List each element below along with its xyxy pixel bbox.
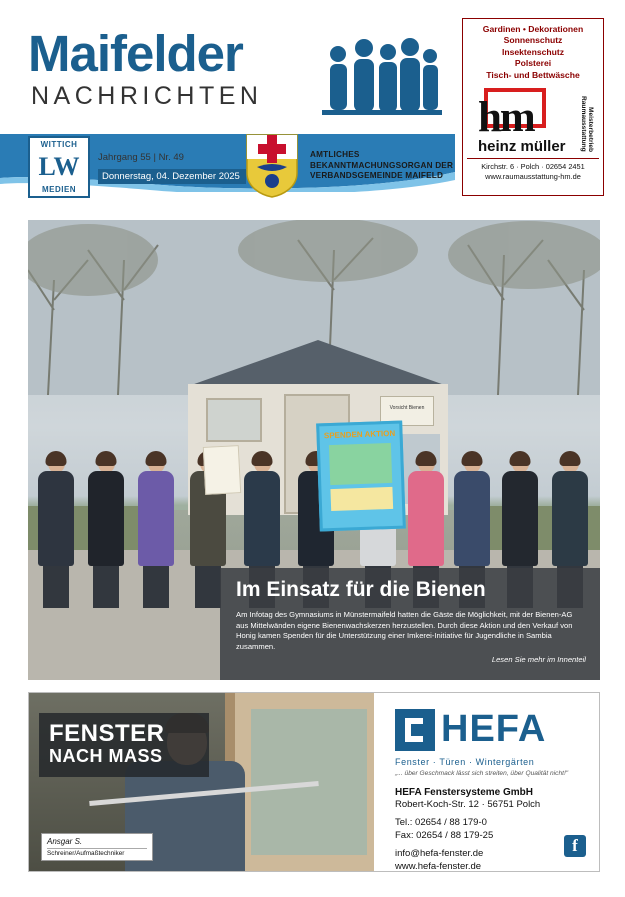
hefa-tel: Tel.: 02654 / 88 179-0	[395, 817, 487, 828]
ad-service-1: Gardinen • Dekorationen	[482, 24, 584, 34]
publisher-logo	[28, 136, 90, 198]
ad-person-role: Schreiner/Aufmaßtechniker	[47, 848, 147, 857]
hut-warning-sign: Vorsicht Bienen	[380, 396, 434, 426]
facebook-icon[interactable]: f	[564, 835, 586, 857]
hut-window	[206, 398, 262, 442]
person-body	[38, 471, 74, 566]
official-organ-text: AMTLICHES BEKANNTMACHUNGSORGAN DER VERBANDSGEMEINDE MAIFELD	[310, 150, 454, 180]
masthead-subtitle: NACHRICHTEN	[31, 82, 263, 110]
ad-service-5: Tisch- und Bettwäsche	[486, 69, 580, 80]
hefa-email[interactable]: info@hefa-fenster.de	[395, 848, 484, 860]
person-body	[408, 471, 444, 566]
ad-photo	[29, 693, 374, 871]
person-hair	[416, 451, 437, 466]
photo-donation-poster	[316, 421, 406, 532]
publisher-name-bottom: MEDIEN	[41, 185, 77, 194]
advertisement-hefa[interactable]	[28, 692, 600, 872]
ad-service-3: Insektenschutz	[501, 46, 565, 57]
coat-of-arms-icon	[243, 133, 301, 199]
person-hair	[146, 451, 167, 466]
person-hair	[462, 451, 483, 466]
ad-headline-line1: FENSTER	[49, 720, 165, 747]
person-body	[88, 471, 124, 566]
publisher-name-top: WITTICH	[40, 140, 78, 149]
person-hair	[96, 451, 117, 466]
ad-website[interactable]: www.raumausstattung-hm.de	[485, 171, 581, 181]
hefa-company-name: HEFA Fenstersysteme GmbH	[395, 787, 534, 798]
lead-story-photo	[28, 220, 600, 680]
person-body	[454, 471, 490, 566]
person-body	[502, 471, 538, 566]
ad-logo-letters: hm	[478, 94, 534, 142]
person-hair	[560, 451, 581, 466]
lead-story-body: Am Infotag des Gymnasiums in Münstermaifeld hatten die Gäste die Möglichkeit, mit der Bienen-AG aus Mittelwänden eigene Bienenwachskerzen herzustellen. Durch diese Aktion und den Verkauf von Honig kamen Spenden für die Unterstützung einer Imkerei-Initiative für Jugendliche in Sambia zusammen.	[236, 610, 573, 651]
ad-vertical-text: Meisterbetrieb Raumausstattung	[580, 96, 594, 153]
hefa-online	[395, 848, 588, 872]
publisher-initials: LW	[38, 152, 80, 181]
lead-story-caption	[220, 568, 600, 680]
photo-person	[86, 454, 126, 608]
ad-service-list	[463, 19, 603, 81]
poster-title: SPENDEN AKTION	[323, 428, 396, 441]
issue-number: Jahrgang 55 | Nr. 49	[98, 152, 184, 163]
hefa-website[interactable]: www.hefa-fenster.de	[395, 860, 482, 872]
person-hair	[510, 451, 531, 466]
hefa-fax: Fax: 02654 / 88 179-25	[395, 829, 494, 841]
people-silhouette-icon	[322, 38, 442, 128]
ad-headline-line2: NACH MASS	[49, 746, 163, 766]
hefa-quote: „... über Geschmack lässt sich streiten, über Qualität nicht!"	[395, 770, 569, 777]
ad-service-4: Polsterei	[514, 58, 552, 69]
person-hair	[46, 451, 67, 466]
lead-story-headline: Im Einsatz für die Bienen	[236, 578, 486, 601]
ad-company-name: heinz müller	[478, 138, 566, 156]
person-legs	[195, 566, 221, 608]
hefa-contact	[395, 817, 588, 842]
photo-person	[36, 454, 76, 608]
masthead-title-block	[28, 25, 263, 111]
hefa-logo	[389, 709, 588, 755]
hut-roof	[164, 340, 472, 386]
lead-story-more-link[interactable]: Lesen Sie mehr im Innenteil	[491, 655, 586, 665]
ad-person-card	[41, 833, 153, 861]
ad-address: Kirchstr. 6 · Polch · 02654 2451	[481, 162, 585, 172]
person-body	[244, 471, 280, 566]
photo-certificate	[203, 445, 241, 495]
hefa-logo-mark	[395, 709, 435, 751]
ad-logo	[470, 86, 596, 156]
masthead	[0, 0, 625, 215]
page-title: Maifelder	[28, 25, 243, 82]
person-hair	[252, 451, 273, 466]
ad-contact	[467, 158, 599, 181]
person-body	[552, 471, 588, 566]
poster-image-1	[329, 443, 392, 485]
ad-headline	[39, 713, 209, 777]
hefa-tagline: Fenster · Türen · Wintergärten	[395, 757, 535, 767]
hefa-address: Robert-Koch-Str. 12 · 56751 Polch	[395, 799, 541, 810]
issue-date: Donnerstag, 04. Dezember 2025	[98, 169, 246, 184]
photo-person	[136, 454, 176, 608]
person-body	[138, 471, 174, 566]
ad-person-name: Ansgar S.	[47, 837, 83, 846]
person-legs	[143, 566, 169, 608]
person-legs	[43, 566, 69, 608]
advertisement-heinz-mueller[interactable]	[462, 18, 604, 196]
ad-info-panel	[381, 693, 600, 871]
ad-service-2: Sonnenschutz	[503, 35, 563, 46]
person-legs	[93, 566, 119, 608]
hefa-logo-text: HEFA	[441, 708, 547, 750]
poster-image-2	[330, 487, 393, 511]
